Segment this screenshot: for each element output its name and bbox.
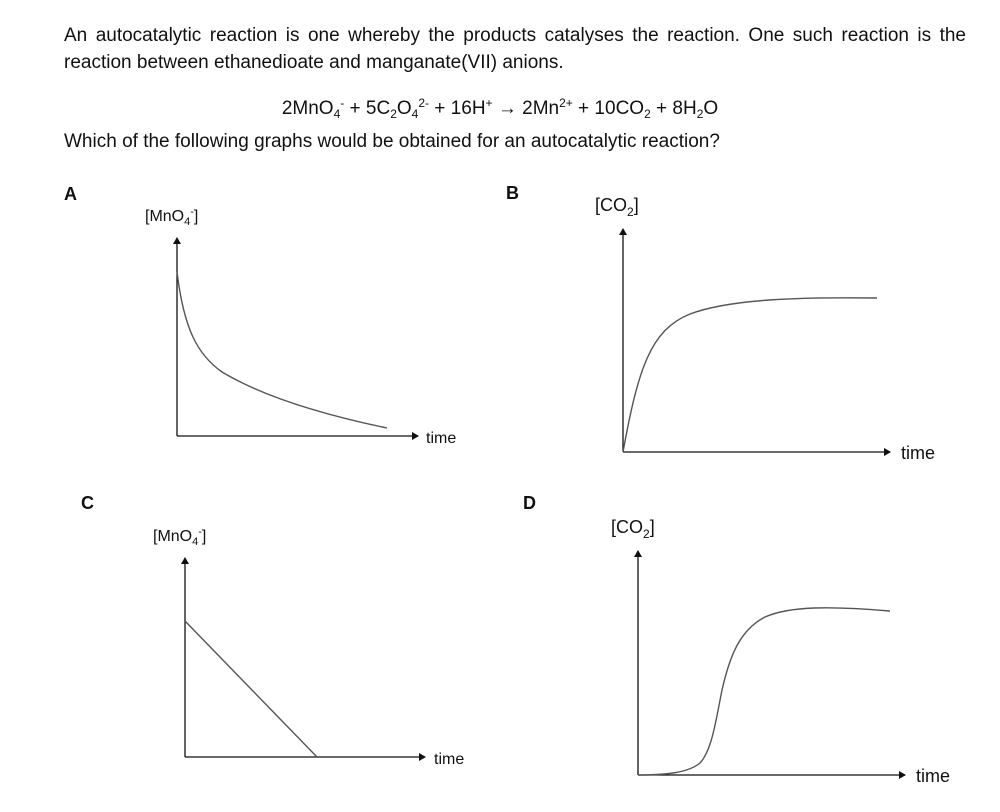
eq-sub: 2: [644, 107, 651, 121]
question-prompt: Which of the following graphs would be obtained for an autocatalytic reaction?: [64, 131, 720, 152]
eq-term: 2Mn: [522, 98, 560, 119]
eq-sub: 2: [390, 107, 397, 121]
eq-sup: 2-: [418, 96, 430, 110]
graph-b: [506, 183, 935, 463]
graph-d: [523, 493, 950, 786]
eq-sup: +: [485, 96, 493, 110]
y-axis-label-b: $[CO_2]$: [595, 195, 639, 219]
option-letter-d: D: [523, 493, 536, 513]
curve-d: [638, 608, 890, 775]
question-intro: An autocatalytic reaction is one whereby the products catalyses the reaction. One such reaction is the reaction between ethanedioate and manganate(VII) anions.: [64, 25, 966, 73]
graph-c: [81, 493, 464, 768]
curve-a: [177, 272, 387, 428]
eq-term: O: [396, 98, 412, 119]
y-axis-label-a: [MnO$_4$-]: [145, 206, 199, 228]
x-axis-label-b: time: [901, 443, 936, 463]
eq-sub: 4: [333, 107, 341, 121]
y-axis-label-c: [MnO$_4$-]: [153, 526, 207, 548]
eq-sup: 2+: [559, 96, 573, 110]
eq-term: + 16H: [429, 98, 486, 119]
option-letter-a: A: [64, 184, 77, 204]
graph-a: [64, 184, 456, 447]
curve-c: [185, 621, 317, 757]
eq-sub: 2: [696, 107, 704, 121]
eq-sub: 4: [411, 107, 419, 121]
y-axis-label-d: $[CO_2]$: [611, 517, 655, 541]
x-axis-label-c: time: [434, 751, 465, 768]
x-axis-label-d: time: [916, 766, 951, 786]
eq-sup: -: [340, 96, 345, 110]
eq-term: O: [703, 98, 719, 119]
eq-term: 2MnO: [281, 98, 334, 119]
curve-b: [623, 298, 877, 452]
eq-term: + 8H: [650, 98, 697, 119]
x-axis-label-a: time: [426, 430, 457, 447]
option-letter-b: B: [506, 183, 519, 203]
eq-term: + 5C: [344, 98, 391, 119]
eq-arrow: →: [492, 98, 523, 119]
eq-term: + 10CO: [572, 98, 645, 119]
option-letter-c: C: [81, 493, 94, 513]
